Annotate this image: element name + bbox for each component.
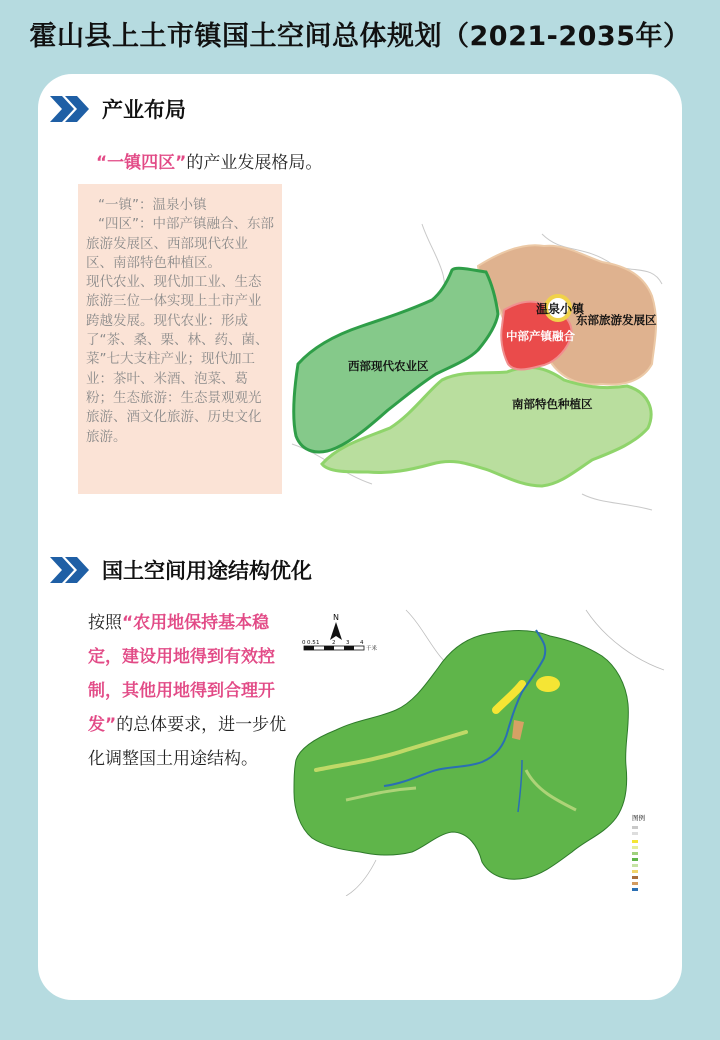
scale-tick: 0 xyxy=(302,640,306,646)
section-title-land-use: 国土空间用途结构优化 xyxy=(102,559,312,583)
desc-line-2: “四区”：中部产镇融合、东部旅游发展区、西部现代农业区、南部特色种植区。 xyxy=(86,216,274,271)
map-label-south: 南部特色种植区 xyxy=(512,397,593,411)
industry-lead-highlight: “一镇四区” xyxy=(96,153,187,173)
double-chevron-icon xyxy=(48,555,90,585)
map-label-west: 西部现代农业区 xyxy=(348,359,429,373)
land-use-paragraph xyxy=(88,606,298,776)
scale-tick: 1 xyxy=(316,640,320,646)
section-header-industry xyxy=(48,94,186,124)
page-title: 霍山县上土市镇国土空间总体规划（2021-2035年） xyxy=(29,21,691,52)
map-label-east: 东部旅游发展区 xyxy=(576,313,657,327)
scale-bar xyxy=(302,640,378,652)
industry-lead-text: 的产业发展格局。 xyxy=(186,153,323,173)
land-use-map xyxy=(286,600,666,896)
scale-tick: 2 xyxy=(332,640,336,646)
land-use-text-after: 的总体要求，进一步优化调整国土用途结构。 xyxy=(88,715,287,769)
north-arrow-icon xyxy=(330,613,342,640)
north-label: N xyxy=(333,613,339,622)
township-land-area xyxy=(294,631,628,880)
section-title-industry: 产业布局 xyxy=(102,98,186,122)
double-chevron-icon xyxy=(48,94,90,124)
legend-title: 图例 xyxy=(632,814,645,822)
map-label-town: 温泉小镇 xyxy=(536,302,585,316)
industry-description xyxy=(78,184,282,494)
scale-tick: 0.5 xyxy=(307,640,316,646)
scale-unit: 千米 xyxy=(366,646,378,652)
land-use-highlight: “农用地保持基本稳定，建设用地得到有效控制，其他用地得到合理开发” xyxy=(88,613,275,735)
section-header-land-use xyxy=(48,555,312,585)
scale-tick: 4 xyxy=(360,640,364,646)
scale-tick: 3 xyxy=(346,640,350,646)
desc-line-3: 现代农业、现代加工业、生态旅游三位一体实现上土市产业跨越发展。现代农业：形成了“茶、桑、栗、林、药、菌、菜”七大支柱产业；现代加工业：茶叶、米酒、泡菜、葛粉；生态旅游：生态景观观光旅游、酒文化旅游、历史文化旅游。 xyxy=(86,274,269,445)
map-label-central: 中部产镇融合 xyxy=(506,329,575,343)
desc-line-1: “一镇”：温泉小镇 xyxy=(98,197,207,213)
map-legend xyxy=(632,813,646,891)
industry-lead xyxy=(96,148,322,173)
land-use-text-before: 按照 xyxy=(88,613,122,633)
industry-layout-map xyxy=(282,214,668,514)
